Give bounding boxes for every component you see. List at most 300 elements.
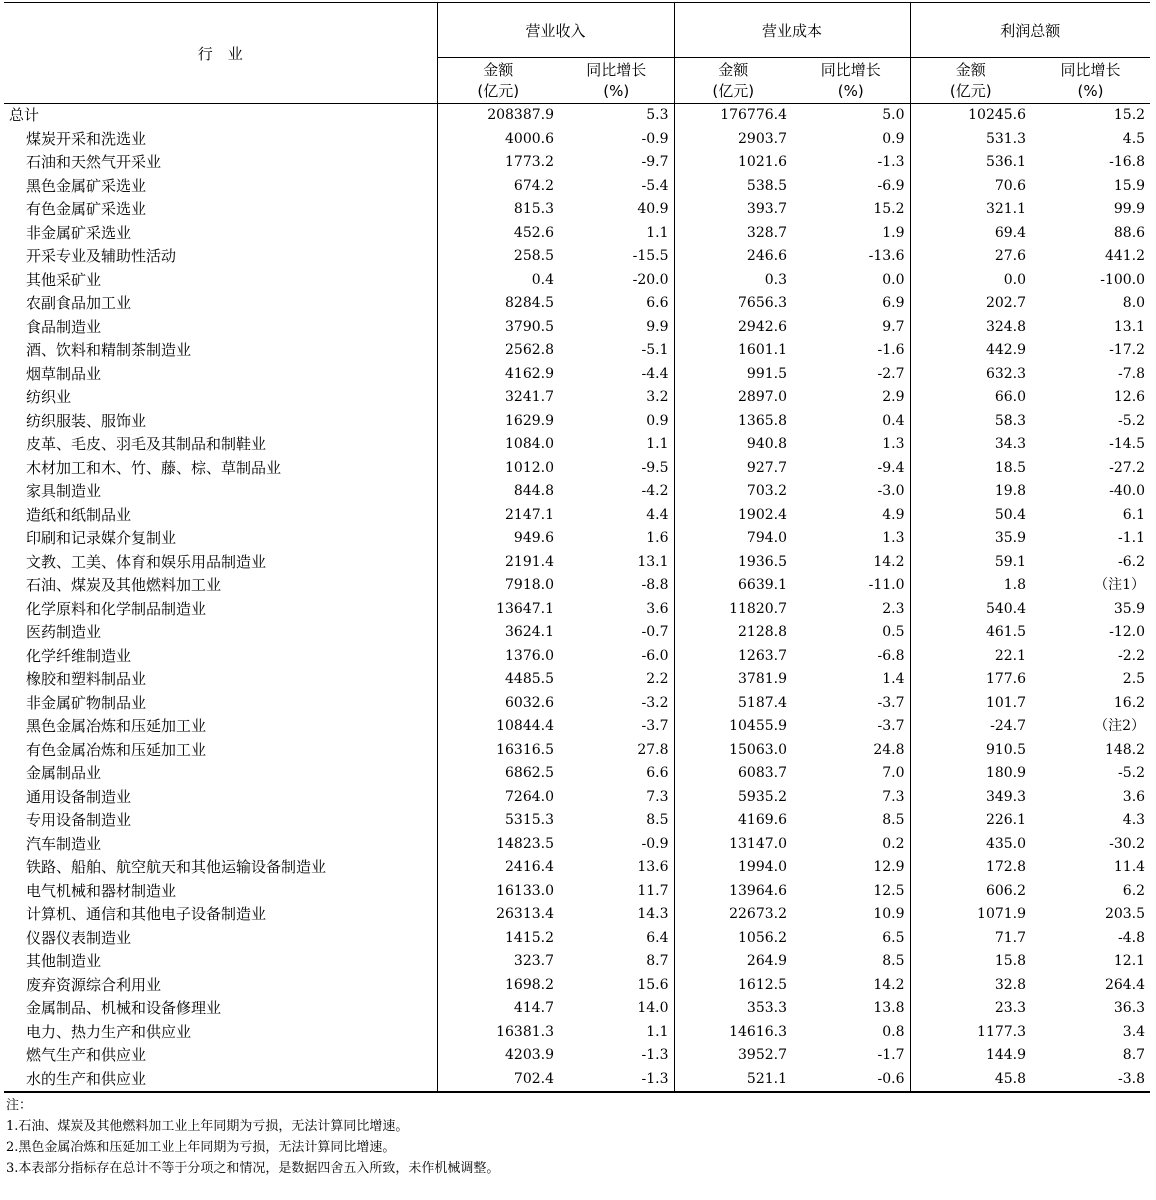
cost-growth-cell: 5.0 <box>792 104 910 128</box>
cost-amount-cell: 10455.9 <box>729 718 788 734</box>
cost-amount-cell: 328.7 <box>746 224 788 241</box>
industry-name: 计算机、通信和其他电子设备制造业 <box>4 903 437 927</box>
table-row <box>4 269 1150 293</box>
revenue-amount-cell: 2147.1 <box>505 506 554 523</box>
industry-name: 非金属矿采选业 <box>4 222 437 246</box>
cost-growth-cell: -6.9 <box>792 175 910 199</box>
cost-amount-cell: 353.3 <box>746 1000 788 1016</box>
industry-statistics-sheet <box>4 2 1150 1179</box>
industry-name: 造纸和纸制品业 <box>4 504 437 528</box>
profit-growth-cell: 8.0 <box>1122 295 1146 311</box>
revenue-growth-cell: 7.3 <box>559 786 674 810</box>
profit-growth-header: 同比增长 (%) <box>1031 58 1150 104</box>
cost-growth-cell: -3.7 <box>792 692 910 716</box>
table-row <box>4 198 1150 222</box>
cost-growth-cell: 0.4 <box>792 410 910 434</box>
revenue-growth-cell: 8.5 <box>559 809 674 833</box>
cost-amount-cell: 13964.6 <box>729 882 788 899</box>
notes-heading: 注： <box>6 1098 33 1113</box>
revenue-amount-cell: 3624.1 <box>505 624 554 640</box>
revenue-amount-cell: 10844.4 <box>496 718 554 734</box>
cost-amount-cell: 2897.0 <box>738 389 788 405</box>
profit-growth-cell: 3.6 <box>1122 788 1146 805</box>
cost-growth-cell: 15.2 <box>792 198 910 222</box>
cost-growth-cell: 7.0 <box>792 762 910 786</box>
profit-amount-cell: 10245.6 <box>968 107 1027 123</box>
cost-amount-cell: 264.9 <box>746 953 788 969</box>
cost-amount-cell: 2128.8 <box>738 624 788 640</box>
revenue-amount-cell: 5315.3 <box>505 812 554 828</box>
revenue-amount-cell: 258.5 <box>513 248 554 264</box>
total-row <box>4 104 1150 128</box>
profit-growth-cell: -100.0 <box>1100 271 1146 288</box>
cost-growth-cell: -1.6 <box>792 339 910 363</box>
industry-column-header: 行 业 <box>4 3 437 104</box>
revenue-amount-cell: 26313.4 <box>496 906 554 922</box>
revenue-growth-cell: -0.9 <box>559 128 674 152</box>
industry-name: 煤炭开采和洗选业 <box>4 128 437 152</box>
profit-growth-cell: 99.9 <box>1113 201 1146 217</box>
table-row <box>4 645 1150 669</box>
revenue-growth-cell: -6.0 <box>559 645 674 669</box>
revenue-amount-cell: 815.3 <box>513 201 554 217</box>
profit-amount-cell: 58.3 <box>994 412 1027 429</box>
profit-growth-cell: -16.8 <box>1109 154 1146 170</box>
revenue-growth-cell: -9.7 <box>559 151 674 175</box>
industry-name: 燃气生产和供应业 <box>4 1044 437 1068</box>
profit-growth-cell: 15.9 <box>1113 177 1146 194</box>
revenue-growth-cell: 0.9 <box>559 410 674 434</box>
industry-name: 医药制造业 <box>4 621 437 645</box>
cost-amount-cell: 14616.3 <box>729 1023 788 1040</box>
cost-amount-cell: 2903.7 <box>738 130 788 147</box>
profit-growth-cell: 3.4 <box>1122 1023 1146 1040</box>
profit-growth-cell: 6.1 <box>1122 506 1146 523</box>
revenue-growth-cell: 5.3 <box>559 104 674 128</box>
table-row <box>4 880 1150 904</box>
table-row <box>4 856 1150 880</box>
table-row <box>4 386 1150 410</box>
industry-name: 纺织服装、服饰业 <box>4 410 437 434</box>
industry-name: 印刷和记录媒介复制业 <box>4 527 437 551</box>
revenue-amount-cell: 674.2 <box>513 177 554 194</box>
revenue-growth-cell: 3.2 <box>559 386 674 410</box>
revenue-growth-cell: -3.2 <box>559 692 674 716</box>
cost-amount-cell: 176776.4 <box>720 107 788 123</box>
revenue-growth-cell: 1.6 <box>559 527 674 551</box>
cost-growth-cell: 24.8 <box>792 739 910 763</box>
revenue-growth-cell: -0.9 <box>559 833 674 857</box>
industry-name: 汽车制造业 <box>4 833 437 857</box>
table-row <box>4 997 1150 1021</box>
cost-growth-cell: 12.9 <box>792 856 910 880</box>
profit-growth-cell: 12.6 <box>1113 389 1146 405</box>
cost-growth-cell: -3.0 <box>792 480 910 504</box>
revenue-amount-cell: 844.8 <box>513 483 554 499</box>
revenue-amount-cell: 1773.2 <box>505 154 554 170</box>
profit-growth-cell: 6.2 <box>1122 882 1146 899</box>
revenue-growth-cell: -3.7 <box>559 715 674 739</box>
industry-financial-table <box>4 2 1150 1093</box>
profit-growth-cell: 88.6 <box>1113 224 1146 241</box>
table-row <box>4 292 1150 316</box>
revenue-amount-cell: 1376.0 <box>505 647 554 664</box>
revenue-amount-cell: 16133.0 <box>496 882 554 899</box>
industry-name: 石油、煤炭及其他燃料加工业 <box>4 574 437 598</box>
profit-amount-cell: 910.5 <box>985 741 1027 758</box>
industry-name: 总计 <box>4 104 437 128</box>
revenue-growth-cell: 11.7 <box>559 880 674 904</box>
profit-amount-cell: 172.8 <box>985 859 1027 875</box>
revenue-growth-cell: 1.1 <box>559 222 674 246</box>
revenue-amount-header: 金额 (亿元) <box>437 58 559 104</box>
industry-name: 烟草制品业 <box>4 363 437 387</box>
revenue-growth-cell: 6.6 <box>559 292 674 316</box>
table-row <box>4 621 1150 645</box>
profit-amount-cell: 32.8 <box>994 976 1027 993</box>
revenue-growth-cell: -1.3 <box>559 1068 674 1093</box>
profit-growth-cell: -7.8 <box>1118 365 1146 382</box>
table-row <box>4 833 1150 857</box>
cost-growth-cell: 10.9 <box>792 903 910 927</box>
revenue-growth-cell: -4.4 <box>559 363 674 387</box>
table-row <box>4 1044 1150 1068</box>
profit-growth-cell: 36.3 <box>1113 1000 1146 1016</box>
revenue-amount-cell: 2191.4 <box>505 553 554 570</box>
revenue-growth-cell: -15.5 <box>559 245 674 269</box>
industry-name: 石油和天然气开采业 <box>4 151 437 175</box>
industry-name: 有色金属冶炼和压延加工业 <box>4 739 437 763</box>
cost-amount-cell: 538.5 <box>746 177 788 194</box>
table-body <box>4 104 1150 1093</box>
industry-name: 开采专业及辅助性活动 <box>4 245 437 269</box>
profit-amount-cell: 531.3 <box>985 130 1027 147</box>
revenue-amount-cell: 2416.4 <box>505 859 554 875</box>
profit-growth-cell: -4.8 <box>1118 929 1146 946</box>
cost-growth-cell: 6.5 <box>792 927 910 951</box>
revenue-amount-cell: 7918.0 <box>505 577 554 593</box>
revenue-amount-cell: 949.6 <box>513 530 554 546</box>
table-row <box>4 715 1150 739</box>
cost-growth-cell: 12.5 <box>792 880 910 904</box>
profit-amount-cell: 435.0 <box>985 835 1027 852</box>
revenue-growth-cell: -1.3 <box>559 1044 674 1068</box>
cost-amount-cell: 4169.6 <box>738 812 788 828</box>
industry-name: 化学纤维制造业 <box>4 645 437 669</box>
industry-name: 酒、饮料和精制茶制造业 <box>4 339 437 363</box>
revenue-amount-cell: 414.7 <box>513 1000 554 1016</box>
profit-amount-cell: 442.9 <box>985 342 1027 358</box>
table-row <box>4 692 1150 716</box>
cost-amount-cell: 7656.3 <box>738 295 788 311</box>
profit-growth-cell: 4.5 <box>1122 130 1146 147</box>
revenue-growth-cell: -5.4 <box>559 175 674 199</box>
profit-amount-cell: 461.5 <box>985 624 1027 640</box>
cost-growth-cell: -1.3 <box>792 151 910 175</box>
profit-growth-cell: -12.0 <box>1109 624 1146 640</box>
revenue-amount-cell: 1084.0 <box>505 436 554 452</box>
revenue-amount-cell: 14823.5 <box>496 835 554 852</box>
profit-growth-cell: 12.1 <box>1113 953 1146 969</box>
cost-amount-cell: 3952.7 <box>738 1047 788 1063</box>
table-row <box>4 410 1150 434</box>
cost-amount-cell: 1601.1 <box>738 342 788 358</box>
table-row <box>4 245 1150 269</box>
profit-growth-cell: 4.3 <box>1122 812 1146 828</box>
table-row <box>4 527 1150 551</box>
cost-amount-cell: 5187.4 <box>738 694 788 711</box>
industry-name: 铁路、船舶、航空航天和其他运输设备制造业 <box>4 856 437 880</box>
revenue-growth-cell: -5.1 <box>559 339 674 363</box>
industry-name: 非金属矿物制品业 <box>4 692 437 716</box>
cost-amount-cell: 703.2 <box>746 483 788 499</box>
revenue-growth-cell: 6.6 <box>559 762 674 786</box>
cost-growth-cell: 14.2 <box>792 974 910 998</box>
cost-amount-cell: 1263.7 <box>738 647 788 664</box>
profit-amount-cell: 0.0 <box>1003 271 1027 288</box>
profit-growth-cell: -14.5 <box>1109 436 1146 452</box>
table-row <box>4 175 1150 199</box>
profit-growth-cell: （注1） <box>1094 577 1146 593</box>
cost-growth-cell: -13.6 <box>792 245 910 269</box>
profit-amount-cell: 23.3 <box>994 1000 1027 1016</box>
profit-growth-cell: 16.2 <box>1113 694 1146 711</box>
cost-growth-cell: 1.3 <box>792 527 910 551</box>
cost-growth-cell: -3.7 <box>792 715 910 739</box>
revenue-growth-cell: 14.0 <box>559 997 674 1021</box>
cost-amount-cell: 5935.2 <box>738 788 788 805</box>
cost-amount-cell: 1994.0 <box>738 859 788 875</box>
industry-name: 金属制品、机械和设备修理业 <box>4 997 437 1021</box>
profit-growth-cell: -3.8 <box>1031 1068 1150 1093</box>
profit-growth-cell: 11.4 <box>1113 859 1146 875</box>
cost-growth-cell: 1.9 <box>792 222 910 246</box>
profit-growth-cell: -17.2 <box>1109 342 1146 358</box>
table-row <box>4 1068 1150 1093</box>
profit-amount-cell: 606.2 <box>985 882 1027 899</box>
cost-amount-cell: 15063.0 <box>729 741 788 758</box>
revenue-amount-cell: 4203.9 <box>505 1047 554 1063</box>
profit-amount-cell: 1071.9 <box>977 906 1027 922</box>
cost-growth-cell: 13.8 <box>792 997 910 1021</box>
revenue-amount-cell: 0.4 <box>531 271 554 288</box>
profit-growth-cell: 441.2 <box>1104 248 1146 264</box>
industry-name: 有色金属矿采选业 <box>4 198 437 222</box>
cost-amount-cell: 6083.7 <box>738 765 788 781</box>
profit-growth-cell: 2.5 <box>1122 671 1146 687</box>
cost-growth-cell: -0.6 <box>792 1068 910 1093</box>
revenue-amount-cell: 7264.0 <box>505 788 554 805</box>
revenue-growth-cell: 1.1 <box>559 1021 674 1045</box>
revenue-amount-cell: 452.6 <box>513 224 554 241</box>
cost-amount-cell: 11820.7 <box>729 600 788 617</box>
cost-amount-cell: 1612.5 <box>738 976 788 993</box>
revenue-growth-cell: 2.2 <box>559 668 674 692</box>
table-row <box>4 151 1150 175</box>
table-row <box>4 128 1150 152</box>
revenue-amount-cell: 1698.2 <box>505 976 554 993</box>
profit-amount-cell: -24.7 <box>990 718 1027 734</box>
revenue-growth-cell: 14.3 <box>559 903 674 927</box>
profit-growth-cell: 15.2 <box>1113 107 1146 123</box>
revenue-growth-cell: -8.8 <box>559 574 674 598</box>
table-row <box>4 786 1150 810</box>
revenue-growth-cell: 15.6 <box>559 974 674 998</box>
cost-growth-cell: -6.8 <box>792 645 910 669</box>
cost-growth-header: 同比增长 (%) <box>792 58 910 104</box>
table-row <box>4 809 1150 833</box>
table-row <box>4 504 1150 528</box>
cost-amount-cell: 927.7 <box>746 459 788 476</box>
industry-name: 家具制造业 <box>4 480 437 504</box>
profit-amount-cell: 59.1 <box>994 553 1027 570</box>
footnotes <box>4 1095 1150 1179</box>
revenue-amount-cell: 4000.6 <box>505 130 554 147</box>
industry-name: 电力、热力生产和供应业 <box>4 1021 437 1045</box>
cost-amount-cell: 794.0 <box>746 530 788 546</box>
industry-name: 金属制品业 <box>4 762 437 786</box>
table-row <box>4 316 1150 340</box>
revenue-growth-cell: -0.7 <box>559 621 674 645</box>
profit-amount-cell: 45.8 <box>910 1068 1031 1093</box>
profit-amount-cell: 180.9 <box>985 765 1027 781</box>
profit-growth-cell: -27.2 <box>1109 459 1146 476</box>
revenue-amount-cell: 6862.5 <box>505 765 554 781</box>
cost-growth-cell: -2.7 <box>792 363 910 387</box>
table-row <box>4 974 1150 998</box>
profit-growth-cell: -5.2 <box>1118 765 1146 781</box>
industry-name: 橡胶和塑料制品业 <box>4 668 437 692</box>
profit-amount-cell: 19.8 <box>994 483 1027 499</box>
profit-growth-cell: -5.2 <box>1118 412 1146 429</box>
industry-name: 化学原料和化学制品制造业 <box>4 598 437 622</box>
cost-amount-cell: 13147.0 <box>729 835 788 852</box>
revenue-growth-cell: 8.7 <box>559 950 674 974</box>
cost-amount-cell: 521.1 <box>674 1068 792 1093</box>
revenue-growth-cell: -4.2 <box>559 480 674 504</box>
revenue-amount-cell: 2562.8 <box>505 342 554 358</box>
revenue-amount-cell: 13647.1 <box>496 600 554 617</box>
profit-growth-cell: -40.0 <box>1109 483 1146 499</box>
profit-amount-cell: 18.5 <box>994 459 1027 476</box>
note-line: 2.黑色金属冶炼和压延加工业上年同期为亏损，无法计算同比增速。 <box>6 1140 396 1155</box>
profit-growth-cell: -2.2 <box>1118 647 1146 664</box>
profit-amount-cell: 70.6 <box>994 177 1027 194</box>
profit-growth-cell: 8.7 <box>1122 1047 1146 1063</box>
cost-amount-cell: 22673.2 <box>729 906 788 922</box>
profit-amount-cell: 101.7 <box>985 694 1027 711</box>
revenue-growth-cell: 1.1 <box>559 433 674 457</box>
revenue-amount-cell: 8284.5 <box>505 295 554 311</box>
profit-growth-cell: 148.2 <box>1104 741 1146 758</box>
table-row <box>4 1021 1150 1045</box>
cost-growth-cell: 0.5 <box>792 621 910 645</box>
cost-amount-cell: 6639.1 <box>738 577 788 593</box>
profit-amount-cell: 22.1 <box>994 647 1027 664</box>
table-row <box>4 739 1150 763</box>
cost-amount-header: 金额 (亿元) <box>674 58 792 104</box>
table-row <box>4 903 1150 927</box>
cost-growth-cell: 4.9 <box>792 504 910 528</box>
cost-growth-cell: 8.5 <box>792 950 910 974</box>
revenue-amount-cell: 702.4 <box>437 1068 559 1093</box>
profit-growth-cell: -1.1 <box>1118 530 1146 546</box>
industry-name: 仪器仪表制造业 <box>4 927 437 951</box>
industry-name: 废弃资源综合利用业 <box>4 974 437 998</box>
profit-amount-cell: 226.1 <box>985 812 1027 828</box>
profit-amount-cell: 349.3 <box>985 788 1027 805</box>
industry-name: 其他制造业 <box>4 950 437 974</box>
revenue-amount-cell: 323.7 <box>513 953 554 969</box>
table-row <box>4 950 1150 974</box>
cost-amount-cell: 246.6 <box>746 248 788 264</box>
industry-name: 水的生产和供应业 <box>4 1068 437 1093</box>
industry-name: 黑色金属冶炼和压延加工业 <box>4 715 437 739</box>
table-row <box>4 339 1150 363</box>
cost-growth-cell: -9.4 <box>792 457 910 481</box>
industry-name: 通用设备制造业 <box>4 786 437 810</box>
table-row <box>4 363 1150 387</box>
industry-name: 文教、工美、体育和娱乐用品制造业 <box>4 551 437 575</box>
note-line: 1.石油、煤炭及其他燃料加工业上年同期为亏损，无法计算同比增速。 <box>6 1119 409 1134</box>
cost-growth-cell: 1.4 <box>792 668 910 692</box>
revenue-amount-cell: 4162.9 <box>505 365 554 382</box>
profit-group-header: 利润总额 <box>910 3 1150 58</box>
cost-growth-cell: -11.0 <box>792 574 910 598</box>
revenue-amount-cell: 1415.2 <box>505 929 554 946</box>
cost-amount-cell: 1056.2 <box>738 929 788 946</box>
profit-amount-cell: 27.6 <box>994 248 1027 264</box>
table-row <box>4 598 1150 622</box>
revenue-amount-cell: 3790.5 <box>505 318 554 335</box>
cost-amount-cell: 3781.9 <box>738 671 788 687</box>
profit-amount-cell: 202.7 <box>985 295 1027 311</box>
industry-name: 食品制造业 <box>4 316 437 340</box>
table-row <box>4 762 1150 786</box>
cost-growth-cell: 8.5 <box>792 809 910 833</box>
industry-name: 皮革、毛皮、羽毛及其制品和制鞋业 <box>4 433 437 457</box>
profit-amount-cell: 50.4 <box>994 506 1027 523</box>
profit-amount-cell: 35.9 <box>994 530 1027 546</box>
table-row <box>4 433 1150 457</box>
revenue-group-header: 营业收入 <box>437 3 674 58</box>
industry-name: 纺织业 <box>4 386 437 410</box>
profit-growth-cell: 35.9 <box>1113 600 1146 617</box>
industry-name: 电气机械和器材制造业 <box>4 880 437 904</box>
profit-growth-cell: 203.5 <box>1104 906 1146 922</box>
cost-amount-cell: 2942.6 <box>738 318 788 335</box>
revenue-amount-cell: 4485.5 <box>505 671 554 687</box>
revenue-growth-cell: 40.9 <box>559 198 674 222</box>
table-row <box>4 574 1150 598</box>
cost-growth-cell: 2.3 <box>792 598 910 622</box>
cost-amount-cell: 1365.8 <box>738 412 788 429</box>
industry-name: 专用设备制造业 <box>4 809 437 833</box>
table-row <box>4 222 1150 246</box>
cost-amount-cell: 991.5 <box>746 365 788 382</box>
note-line: 3.本表部分指标存在总计不等于分项之和情况，是数据四舍五入所致，未作机械调整。 <box>6 1161 500 1176</box>
cost-amount-cell: 0.3 <box>764 271 788 288</box>
table-row <box>4 480 1150 504</box>
revenue-growth-cell: 9.9 <box>559 316 674 340</box>
profit-amount-cell: 69.4 <box>994 224 1027 241</box>
cost-growth-cell: 6.9 <box>792 292 910 316</box>
profit-amount-cell: 1.8 <box>1003 577 1027 593</box>
cost-growth-cell: 7.3 <box>792 786 910 810</box>
industry-name: 其他采矿业 <box>4 269 437 293</box>
profit-amount-cell: 71.7 <box>994 929 1027 946</box>
table-row <box>4 927 1150 951</box>
